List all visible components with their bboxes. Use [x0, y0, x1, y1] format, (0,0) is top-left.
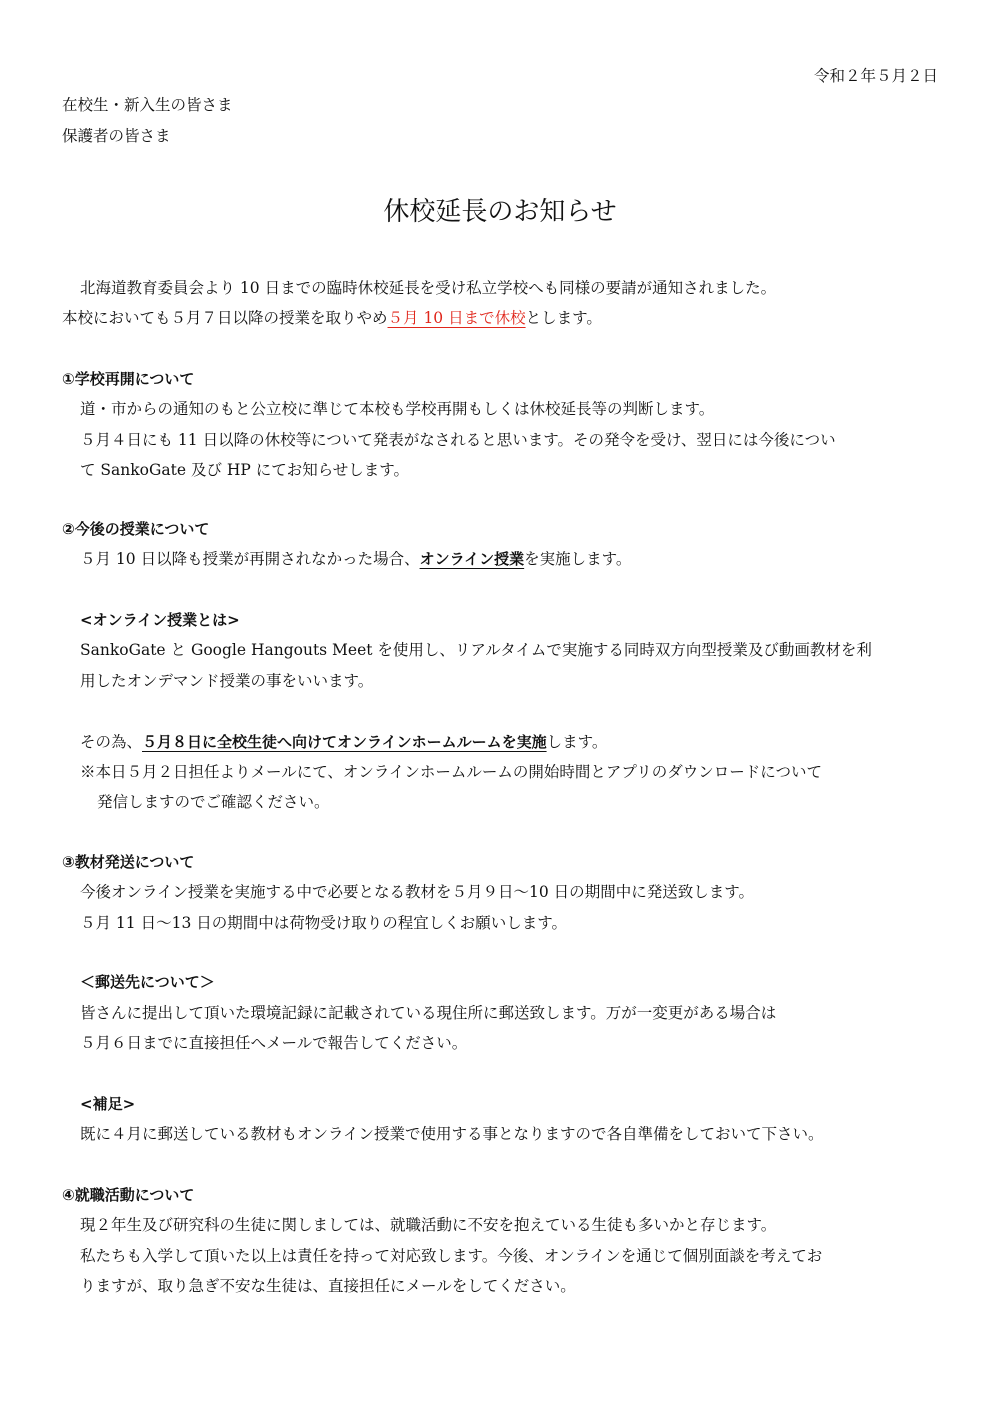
- homeroom-note-line-2: 発信しますのでご確認ください。: [97, 793, 330, 811]
- section-1-line-1: 道・市からの通知のもと公立校に準じて本校も学校再開もしくは休校延長等の判断します。: [80, 400, 715, 418]
- section-2-text-end: を実施します。: [524, 550, 632, 568]
- homeroom-text-end: します。: [546, 733, 608, 751]
- online-class-definition-heading: <オンライン授業とは>: [80, 611, 240, 629]
- section-3-heading: ③教材発送について: [62, 853, 195, 871]
- section-4-line-1: 現２年生及び研究科の生徒に関しましては、就職活動に不安を抱えている生徒も多いかと存じます。: [80, 1216, 777, 1234]
- recipient-students: 在校生・新入生の皆さま: [62, 96, 233, 114]
- issue-date: 令和２年５月２日: [813, 67, 938, 85]
- document-title: 休校延長のお知らせ: [383, 197, 617, 227]
- section-4-line-2: 私たちも入学して頂いた以上は責任を持って対応致します。今後、オンラインを通じて個別面談を考えてお: [80, 1247, 823, 1265]
- intro-line-1: 北海道教育委員会より 10 日までの臨時休校延長を受け私立学校へも同様の要請が通知されました。: [80, 279, 777, 297]
- mailing-address-heading: ＜郵送先について＞: [80, 973, 215, 991]
- section-4-line-3: りますが、取り急ぎ不安な生徒は、直接担任にメールをしてください。: [80, 1277, 576, 1295]
- intro-line-2: [62, 307, 602, 329]
- homeroom-text: その為、: [80, 733, 143, 751]
- online-class-definition-line-1: SankoGate と Google Hangouts Meet を使用し、リアルタイムで実施する同時双方向型授業及び動画教材を利: [80, 641, 872, 659]
- recipient-guardians: 保護者の皆さま: [62, 127, 171, 145]
- homeroom-emphasis: ５月８日に全校生徒へ向けてオンラインホームルームを実施: [142, 733, 547, 751]
- section-3-line-2: ５月 11 日～13 日の期間中は荷物受け取りの程宜しくお願いします。: [80, 914, 567, 932]
- online-class-definition-line-2: 用したオンデマンド授業の事をいいます。: [80, 672, 374, 690]
- section-2-text: ５月 10 日以降も授業が再開されなかった場合、: [80, 550, 420, 568]
- supplement-line-1: 既に４月に郵送している教材もオンライン授業で使用する事となりますので各自準備をしておいて下さい。: [80, 1125, 824, 1143]
- section-2-heading: ②今後の授業について: [62, 520, 210, 538]
- homeroom-line: [80, 731, 607, 753]
- intro-text-end: とします。: [525, 309, 602, 327]
- supplement-heading: <補足>: [80, 1095, 136, 1113]
- online-class-emphasis: オンライン授業: [419, 550, 525, 568]
- homeroom-note-line-1: ※本日５月２日担任よりメールにて、オンラインホームルームの開始時間とアプリのダウンロードについて: [80, 763, 822, 781]
- section-3-line-1: 今後オンライン授業を実施する中で必要となる教材を５月９日～10 日の期間中に発送致します。: [80, 883, 754, 901]
- section-1-line-3: て SankoGate 及び HP にてお知らせします。: [80, 461, 410, 479]
- mailing-address-line-2: ５月６日までに直接担任へメールで報告してください。: [80, 1034, 468, 1052]
- section-2-line-1: [80, 548, 631, 570]
- mailing-address-line-1: 皆さんに提出して頂いた環境記録に記載されている現住所に郵送致します。万が一変更がある場合は: [80, 1004, 777, 1022]
- section-1-heading: ①学校再開について: [62, 370, 195, 388]
- section-4-heading: ④就職活動について: [62, 1186, 195, 1204]
- intro-text: 本校においても５月７日以降の授業を取りやめ: [62, 309, 388, 327]
- section-1-line-2: ５月４日にも 11 日以降の休校等について発表がなされると思います。その発令を受け、翌日には今後につい: [80, 431, 836, 449]
- closure-period-emphasis: ５月 10 日まで休校: [387, 309, 526, 327]
